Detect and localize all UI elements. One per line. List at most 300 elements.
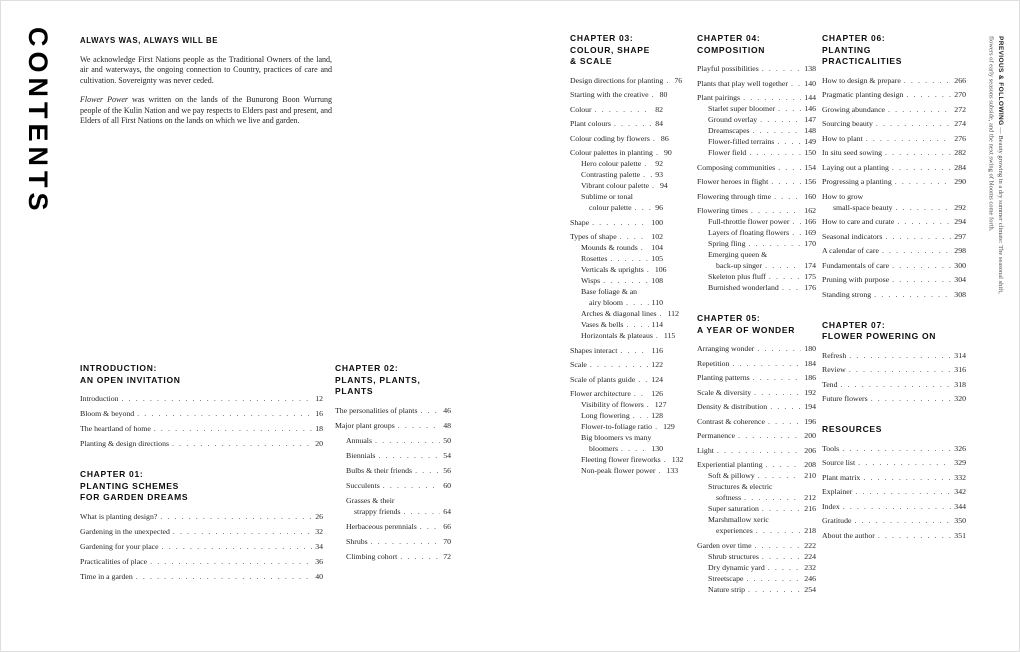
dot-leader [652,181,657,191]
toc-entry-label: Vibrant colour palette [581,181,649,190]
dot-leader [751,206,801,216]
toc-entry-page-number: 127 [654,400,667,409]
dot-leader [633,411,649,421]
toc-entry-label: Arches & diagonal lines [581,309,657,318]
toc-entry-label: airy bloom [589,298,623,307]
toc-entry-page-number: 100 [651,217,663,227]
toc-entry-page-number: 102 [651,232,663,241]
toc-section [570,33,684,476]
toc-section [80,469,323,582]
toc-entry [570,232,663,242]
toc-entry-label: Shape [570,217,590,227]
toc-entry-label: Source list [822,458,856,467]
toc-entry-page-number: 222 [804,540,816,550]
toc-entry-page-number: 46 [443,405,451,415]
toc-entry-label: Visibility of flowers [581,400,644,409]
toc-entry-label: Shapes interact [570,345,618,355]
toc-entry [697,359,816,369]
toc-entry-label: colour palette [589,203,632,212]
toc-entry [570,433,663,443]
toc-entry [570,254,663,264]
dot-leader [420,522,440,532]
toc-entry-page-number: 92 [655,159,663,168]
dot-leader [757,344,801,354]
dot-leader [866,134,952,144]
toc-entry-page-number: 104 [651,243,663,252]
toc-entry-label: Mounds & rounds [581,243,638,252]
toc-entry-label: A calendar of care [822,246,879,255]
toc-entry-label: Planting patterns [697,373,750,382]
toc-entry [697,388,816,398]
toc-section-title [335,363,451,398]
toc-entry-page-number: 176 [804,283,816,292]
toc-entry [822,76,966,86]
dot-leader [371,537,441,547]
toc-entry [80,424,323,434]
toc-entry [570,320,663,330]
toc-entry [697,574,816,584]
toc-entry [822,290,966,300]
toc-section-title-line: COMPOSITION [697,44,766,55]
toc-entry-page-number: 274 [954,119,966,128]
toc-section-title-line: CHAPTER 06: [822,33,886,43]
toc-entry [697,250,816,260]
dot-leader [595,105,653,115]
toc-entry-label: Explainer [822,487,853,496]
toc-entry [570,400,667,410]
acknowledgment-paragraph-2-text: was written on the lands of the Bunurong Boon Wurrung people of the Kulin Nation and we pay respects to Elders past and present, and Elders of all First Nations on the lands on which we live and garden. [80,95,333,125]
toc-entry-label: Laying out a planting [822,162,889,172]
toc-entry-page-number: 272 [954,104,966,114]
toc-entry-label: Flower heroes in flight [697,177,769,186]
dot-leader [843,502,952,512]
toc-entry-label: Types of shape [570,232,617,241]
toc-entry [822,246,966,256]
dot-leader [753,126,802,136]
toc-entry-label: Bulbs & their friends [346,465,413,475]
toc-entry-page-number: 297 [954,231,966,241]
dot-leader [732,359,801,369]
dot-leader [150,557,312,567]
dot-leader [744,493,801,503]
toc-entry-label: Flowering times [697,206,748,215]
toc-section-title-line: CHAPTER 02: [335,363,399,373]
toc-entry [697,192,816,202]
toc-section-title-line: A YEAR OF WONDER [697,324,796,335]
acknowledgment-paragraph-2 [80,95,332,127]
toc-entry [697,585,816,595]
dot-leader [747,574,802,584]
toc-entry-label: Base foliage & an [581,287,638,296]
toc-entry-page-number: 170 [804,239,816,248]
toc-entry-label: Seasonal indicators [822,231,883,241]
toc-entry-page-number: 224 [804,551,816,561]
dot-leader [136,572,312,582]
toc-entry [697,126,816,136]
toc-column-4 [697,33,816,595]
toc-entry [822,351,966,361]
toc-entry-page-number: 210 [804,471,816,480]
dot-leader [748,585,801,595]
acknowledgment-paragraph-1: We acknowledge First Nations people as the Traditional Owners of the land, air and waterways, the ongoing connection to Country, practices of care and cultivation. Sovereignty was never ceded. [80,54,332,85]
toc-entry-label: Hero colour palette [581,159,642,168]
toc-entry-page-number: 208 [804,460,816,469]
toc-entry-label: Dreamscapes [708,126,750,135]
toc-entry-label: Grasses & their [346,495,395,505]
toc-entry-label: Streetscape [708,573,744,583]
dot-leader [849,365,951,375]
toc-entry-label: Sublime or tonal [581,192,633,201]
dot-leader [647,400,652,410]
toc-entry [822,90,966,100]
toc-entry-label: Major plant groups [335,420,395,430]
toc-entry [822,458,966,468]
dot-leader [778,163,801,173]
toc-section [822,320,966,405]
toc-entry [570,148,672,158]
dot-leader [378,451,440,461]
dot-leader [885,148,951,158]
toc-entry-page-number: 129 [663,422,675,431]
dot-leader [755,541,802,551]
toc-entry-label: Tend [822,379,838,389]
dot-leader [415,466,440,476]
toc-entry-page-number: 232 [804,562,816,572]
toc-entry-page-number: 266 [954,75,966,85]
toc-entry [697,563,816,573]
dot-leader [792,217,801,227]
toc-entry-label: Density & distribution [697,402,768,411]
toc-entry-label: Ground overlay [708,115,758,124]
dot-leader [620,232,649,242]
toc-entry-label: Plant pairings [697,93,741,102]
toc-entry-page-number: 48 [443,420,451,430]
toc-entry-label: Garden over time [697,540,752,550]
toc-column-2 [335,363,451,562]
toc-entry-page-number: 94 [659,181,668,190]
dot-leader [592,218,648,228]
toc-entry-page-number: 292 [954,202,966,212]
toc-entry-page-number: 12 [315,394,323,403]
toc-entry-page-number: 50 [443,435,451,445]
toc-section-title-line: PLANTING SCHEMES [80,480,180,491]
toc-entry-page-number: 282 [954,148,966,157]
toc-entry [822,380,966,390]
toc-entry-page-number: 329 [954,458,966,467]
toc-section-title [80,363,323,386]
toc-entry-page-number: 60 [443,480,451,490]
dot-leader [738,431,801,441]
toc-entry-page-number: 82 [655,104,663,114]
toc-entry [570,265,667,275]
toc-entry-page-number: 351 [954,530,966,540]
toc-entry-page-number: 70 [443,536,451,546]
toc-entry-label: Colour palettes in planting [570,148,653,157]
toc-entry-page-number: 76 [674,75,683,85]
toc-entry-label: Flower architecture [570,389,631,398]
toc-entry-page-number: 146 [804,104,816,113]
toc-entry-page-number: 132 [671,455,684,464]
toc-entry-label: Biennials [346,450,376,460]
toc-entry-label: Practicalities of place [80,556,148,566]
toc-entry-page-number: 216 [804,504,816,513]
dot-leader [638,375,648,385]
toc-entry-label: Long flowering [581,411,630,420]
toc-entry-label: Skeleton plus fluff [708,272,766,281]
toc-section-title [697,33,816,56]
toc-entry-label: Pruning with purpose [822,275,890,284]
toc-entry-label: Flower-filled terrains [708,137,775,146]
toc-entry-label: Plants that play well together [697,78,788,88]
dot-leader [792,228,801,238]
toc-entry [335,496,451,506]
toc-entry [570,346,663,356]
toc-entry-label: Flowering through time [697,191,772,201]
acknowledgment-block [80,36,332,136]
toc-entry-page-number: 212 [804,493,816,502]
dot-leader [626,298,649,308]
toc-section-title-line: PRACTICALITIES [822,56,903,66]
toc-entry-label: Horizontals & plateaus [581,331,653,340]
dot-leader [778,104,801,114]
toc-entry [570,444,663,454]
toc-entry [570,466,679,476]
toc-entry [570,411,663,421]
dot-leader [160,512,312,522]
toc-entry-page-number: 86 [660,133,669,143]
toc-section-title-line: FLOWER POWERING ON [822,331,937,341]
toc-entry-label: Starting with the creative [570,90,649,99]
dot-leader [398,421,440,431]
toc-entry-label: Scale [570,360,587,369]
dot-leader [658,466,663,476]
toc-entry-page-number: 112 [667,309,679,318]
toc-entry-page-number: 26 [315,511,323,521]
dot-leader [421,406,441,416]
toc-entry-label: The personalities of plants [335,405,418,415]
toc-entry-label: small-space beauty [833,202,893,212]
toc-entry-label: Gardening for your place [80,541,159,551]
toc-entry [822,148,966,158]
toc-section-title-line: RESOURCES [822,424,883,434]
toc-entry-page-number: 124 [651,374,663,384]
toc-entry-page-number: 133 [666,466,679,475]
dot-leader [743,93,801,103]
toc-entry-page-number: 254 [804,584,816,594]
toc-entry [570,119,663,129]
toc-section-title-line: CHAPTER 04: [697,33,761,43]
toc-entry-label: Permanence [697,431,736,440]
dot-leader [644,159,652,169]
toc-entry [80,542,323,552]
dot-leader [666,76,671,86]
toc-entry-page-number: 126 [651,389,663,398]
dot-leader [774,192,801,202]
toc-entry-page-number: 218 [804,526,816,535]
toc-entry-page-number: 130 [651,444,663,453]
page-edge-caption-line-2: flowers of early seasons subside, and the next swing of blooms come forth. [987,36,995,232]
dot-leader [137,409,312,419]
toc-section-title-line: PLANTS, PLANTS, PLANTS [335,374,421,396]
toc-entry [570,276,663,286]
toc-entry-label: Wisps [581,276,601,285]
toc-entry [570,309,679,319]
page-edge-caption-text-1: — Beauty growing in a dry summer climate: The seasonal shift, [997,125,1004,294]
toc-entry-page-number: 316 [954,365,966,374]
previous-following-label: PREVIOUS & FOLLOWING [997,36,1004,126]
toc-entry [822,394,966,404]
dot-leader [758,471,802,481]
toc-entry [80,394,323,404]
toc-entry-page-number: 96 [655,203,663,212]
toc-entry [697,104,816,114]
toc-entry-label: Herbaceous perennials [346,521,417,531]
toc-entry-label: strappy friends [354,506,401,516]
dot-leader [892,163,951,173]
toc-entry-label: The heartland of home [80,424,151,433]
dot-leader [878,531,951,541]
toc-entry [697,115,816,125]
toc-entry-page-number: 342 [954,487,966,496]
dot-leader [717,446,801,456]
toc-entry [80,512,323,522]
toc-entry [697,493,816,503]
toc-section-title [822,424,966,436]
toc-entry [697,272,816,282]
toc-entry-label: How to care and curate [822,217,895,226]
toc-entry-page-number: 314 [954,350,966,360]
toc-entry [822,473,966,483]
dot-leader [603,276,648,286]
toc-entry-label: Scale of plants guide [570,374,636,384]
toc-entry [822,217,966,227]
toc-entry-label: Rosettes [581,254,608,263]
toc-entry [335,507,451,517]
toc-entry-label: Gardening in the unexpected [80,526,170,536]
toc-entry-page-number: 148 [804,126,816,135]
dot-leader [770,402,801,412]
dot-leader [641,243,649,253]
toc-entry-label: Flower-to-foliage ratio [581,422,653,431]
dot-leader [173,527,312,537]
toc-entry [822,177,966,187]
toc-entry-label: Shrubs [346,536,368,546]
toc-entry-page-number: 298 [954,246,966,255]
toc-entry-page-number: 36 [315,556,323,566]
toc-entry-page-number: 184 [804,358,816,368]
toc-column-5 [822,33,966,541]
toc-entry-label: Pragmatic planting design [822,90,904,99]
toc-entry-page-number: 320 [954,394,966,403]
toc-entry [697,93,816,103]
dot-leader [766,460,802,470]
dot-leader [777,137,801,147]
toc-entry-page-number: 64 [443,506,451,516]
toc-entry-label: Scale & diversity [697,387,752,397]
toc-entry [822,531,966,541]
toc-section-title [697,313,816,336]
toc-entry [697,177,816,187]
toc-entry [570,90,668,100]
toc-entry [697,79,816,89]
toc-entry [80,572,323,582]
toc-entry-page-number: 332 [954,472,966,482]
toc-entry-page-number: 344 [954,501,966,511]
dot-leader [664,455,669,465]
toc-entry [335,451,451,461]
toc-entry-label: Tools [822,443,840,453]
toc-entry [570,192,663,202]
dot-leader [855,487,951,497]
dot-leader [762,504,801,514]
dot-leader [400,552,440,562]
toc-entry [822,232,966,242]
toc-entry-page-number: 32 [315,526,323,536]
toc-entry-label: Planting & design directions [80,439,170,448]
toc-entry-label: Fleeting flower fireworks [581,455,661,464]
toc-entry-page-number: 196 [804,416,816,426]
toc-entry [570,105,663,115]
dot-leader [383,481,440,491]
page-edge-caption-line-1 [996,36,1006,626]
toc-entry-label: Experiential planting [697,460,763,469]
dot-leader [858,458,951,468]
toc-section-title-line: CHAPTER 01: [80,469,144,479]
toc-entry-page-number: 140 [804,78,816,88]
toc-entry [697,239,816,249]
toc-entry [697,504,816,514]
toc-entry [80,527,323,537]
toc-entry-label: Starlet super bloomer [708,104,776,113]
toc-entry-page-number: 350 [954,516,966,525]
toc-entry-page-number: 72 [443,551,451,561]
toc-section-title-line: AN OPEN INVITATION [80,374,181,385]
toc-entry-page-number: 318 [954,379,966,389]
toc-entry-page-number: 147 [804,115,816,124]
toc-entry [570,360,663,370]
dot-leader [888,105,951,115]
toc-entry [697,460,816,470]
toc-entry [570,75,683,86]
toc-entry-page-number: 116 [651,345,663,355]
toc-entry-label: Plant colours [570,119,611,128]
toc-section [697,313,816,595]
toc-entry [822,275,966,285]
dot-leader [375,436,440,446]
toc-entry-label: Nature strip [708,584,746,594]
toc-section-title-line: INTRODUCTION: [80,363,158,373]
toc-entry [822,444,966,454]
toc-entry-label: Dry dynamic yard [708,562,765,572]
toc-entry-label: How to plant [822,133,863,143]
toc-entry [822,502,966,512]
dot-leader [621,444,648,454]
dot-leader [404,507,441,517]
toc-entry-page-number: 180 [804,344,816,353]
toc-section-title [822,33,966,68]
toc-entry [570,133,669,144]
toc-entry-label: Standing strong [822,289,872,299]
toc-entry [570,243,663,253]
toc-entry [697,137,816,147]
dot-leader [614,119,652,129]
toc-entry [697,552,816,562]
toc-entry [697,402,816,412]
toc-entry-label: In situ seed sowing [822,148,882,157]
toc-entry [697,373,816,383]
toc-entry-label: Playful possibilities [697,64,759,73]
toc-entry-page-number: 194 [804,402,816,411]
